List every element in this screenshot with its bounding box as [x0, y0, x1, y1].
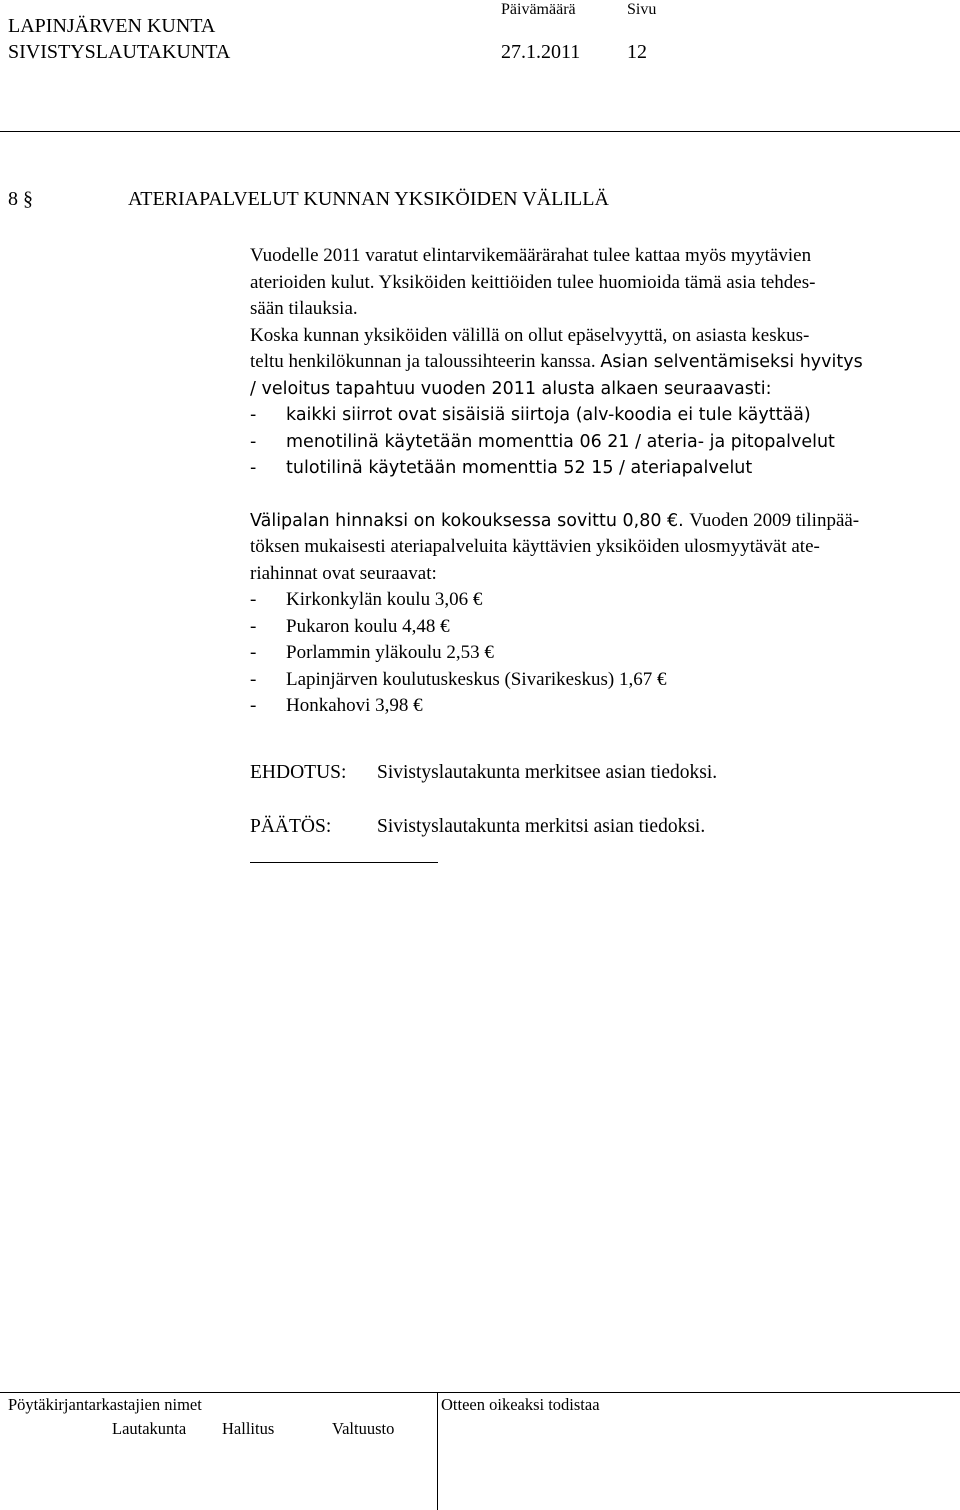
decision-row	[250, 816, 705, 838]
list-dash: -	[250, 615, 257, 637]
list-dash: -	[250, 589, 257, 610]
decision-label: PÄÄTÖS:	[250, 816, 332, 837]
footer-column-divider	[437, 1392, 438, 1510]
body-text-serif: teltu henkilökunnan ja taloussihteerin kanssa.	[250, 351, 601, 372]
price-item	[250, 587, 960, 614]
list-item-text: menotilinä käytetään momenttia 06 21 / ateria- ja pitopalvelut	[286, 431, 835, 452]
date-label: Päivämäärä	[501, 1, 576, 18]
paragraph-gap	[250, 482, 960, 508]
proposal-label: EHDOTUS:	[250, 762, 347, 783]
organization-name: LAPINJÄRVEN KUNTA	[8, 15, 216, 37]
department-name: SIVISTYSLAUTAKUNTA	[8, 41, 231, 63]
decision-text: Sivistyslautakunta merkitsi asian tiedoksi.	[377, 816, 706, 837]
body-text-sans: Asian selventämiseksi hyvitys	[600, 352, 863, 372]
price-item	[250, 667, 960, 694]
body-text-serif: Vuoden 2009 tilinpää-	[689, 509, 860, 531]
list-dash: -	[250, 458, 257, 478]
body-line: riahinnat ovat seuraavat:	[250, 562, 437, 584]
footer-body-valtuusto: Valtuusto	[332, 1419, 395, 1438]
list-dash: -	[250, 431, 257, 452]
body-line: Koska kunnan yksiköiden välillä on ollut epäselvyyttä, on asiasta keskus-	[250, 324, 810, 346]
list-item-text: kaikki siirrot ovat sisäisiä siirtoja (alv-koodia ei tule käyttää)	[286, 405, 811, 425]
footer-body-hallitus: Hallitus	[222, 1419, 275, 1438]
list-item	[250, 429, 960, 456]
body-line	[250, 349, 960, 376]
section-title: ATERIAPALVELUT KUNNAN YKSIKÖIDEN VÄLILLÄ	[128, 188, 609, 210]
date-value: 27.1.2011	[501, 41, 581, 63]
proposal-text: Sivistyslautakunta merkitsee asian tiedoksi.	[377, 762, 718, 783]
list-item-text: tulotilinä käytetään momenttia 52 15 / ateriapalvelut	[286, 458, 753, 478]
body-line: aterioiden kulut. Yksiköiden keittiöiden tulee huomioida tämä asia tehdes-	[250, 271, 816, 293]
price-item	[250, 614, 960, 641]
document-body	[250, 243, 960, 720]
certified-label: Otteen oikeaksi todistaa	[441, 1395, 600, 1414]
price-item-text: Pukaron koulu 4,48 €	[286, 615, 450, 637]
proposal-row	[250, 762, 717, 784]
section-number	[8, 188, 33, 211]
footer-body-lautakunta: Lautakunta	[112, 1419, 187, 1438]
price-item	[250, 693, 960, 720]
page-label: Sivu	[627, 1, 657, 18]
list-dash: -	[250, 668, 257, 690]
header-divider	[0, 131, 960, 132]
list-dash: -	[250, 642, 257, 663]
footer-divider	[0, 1392, 960, 1393]
body-text-sans: Välipalan hinnaksi on kokouksessa sovittu 0,80 €.	[250, 510, 690, 531]
section-number-value: 8	[8, 188, 18, 210]
body-line: / veloitus tapahtuu vuoden 2011 alusta alkaen seuraavasti:	[250, 378, 772, 399]
list-dash: -	[250, 405, 257, 425]
body-line: sään tilauksia.	[250, 298, 358, 319]
body-line	[250, 508, 960, 535]
price-item	[250, 640, 960, 667]
list-item	[250, 402, 960, 429]
price-item-text: Porlammin yläkoulu 2,53 €	[286, 642, 494, 663]
page-number: 12	[627, 41, 647, 63]
body-line: Vuodelle 2011 varatut elintarvikemäärärahat tulee kattaa myös myytävien	[250, 245, 812, 266]
price-item-text: Honkahovi 3,98 €	[286, 695, 423, 716]
body-line: töksen mukaisesti ateriapalveluita käyttävien yksiköiden ulosmyytävät ate-	[250, 536, 820, 557]
signature-underline	[250, 862, 438, 863]
list-dash: -	[250, 695, 257, 716]
list-item	[250, 455, 960, 482]
price-item-text: Kirkonkylän koulu 3,06 €	[286, 589, 483, 610]
section-mark: §	[23, 188, 33, 210]
price-item-text: Lapinjärven koulutuskeskus (Sivarikeskus) 1,67 €	[286, 668, 667, 690]
reviewers-label: Pöytäkirjantarkastajien nimet	[8, 1395, 202, 1414]
